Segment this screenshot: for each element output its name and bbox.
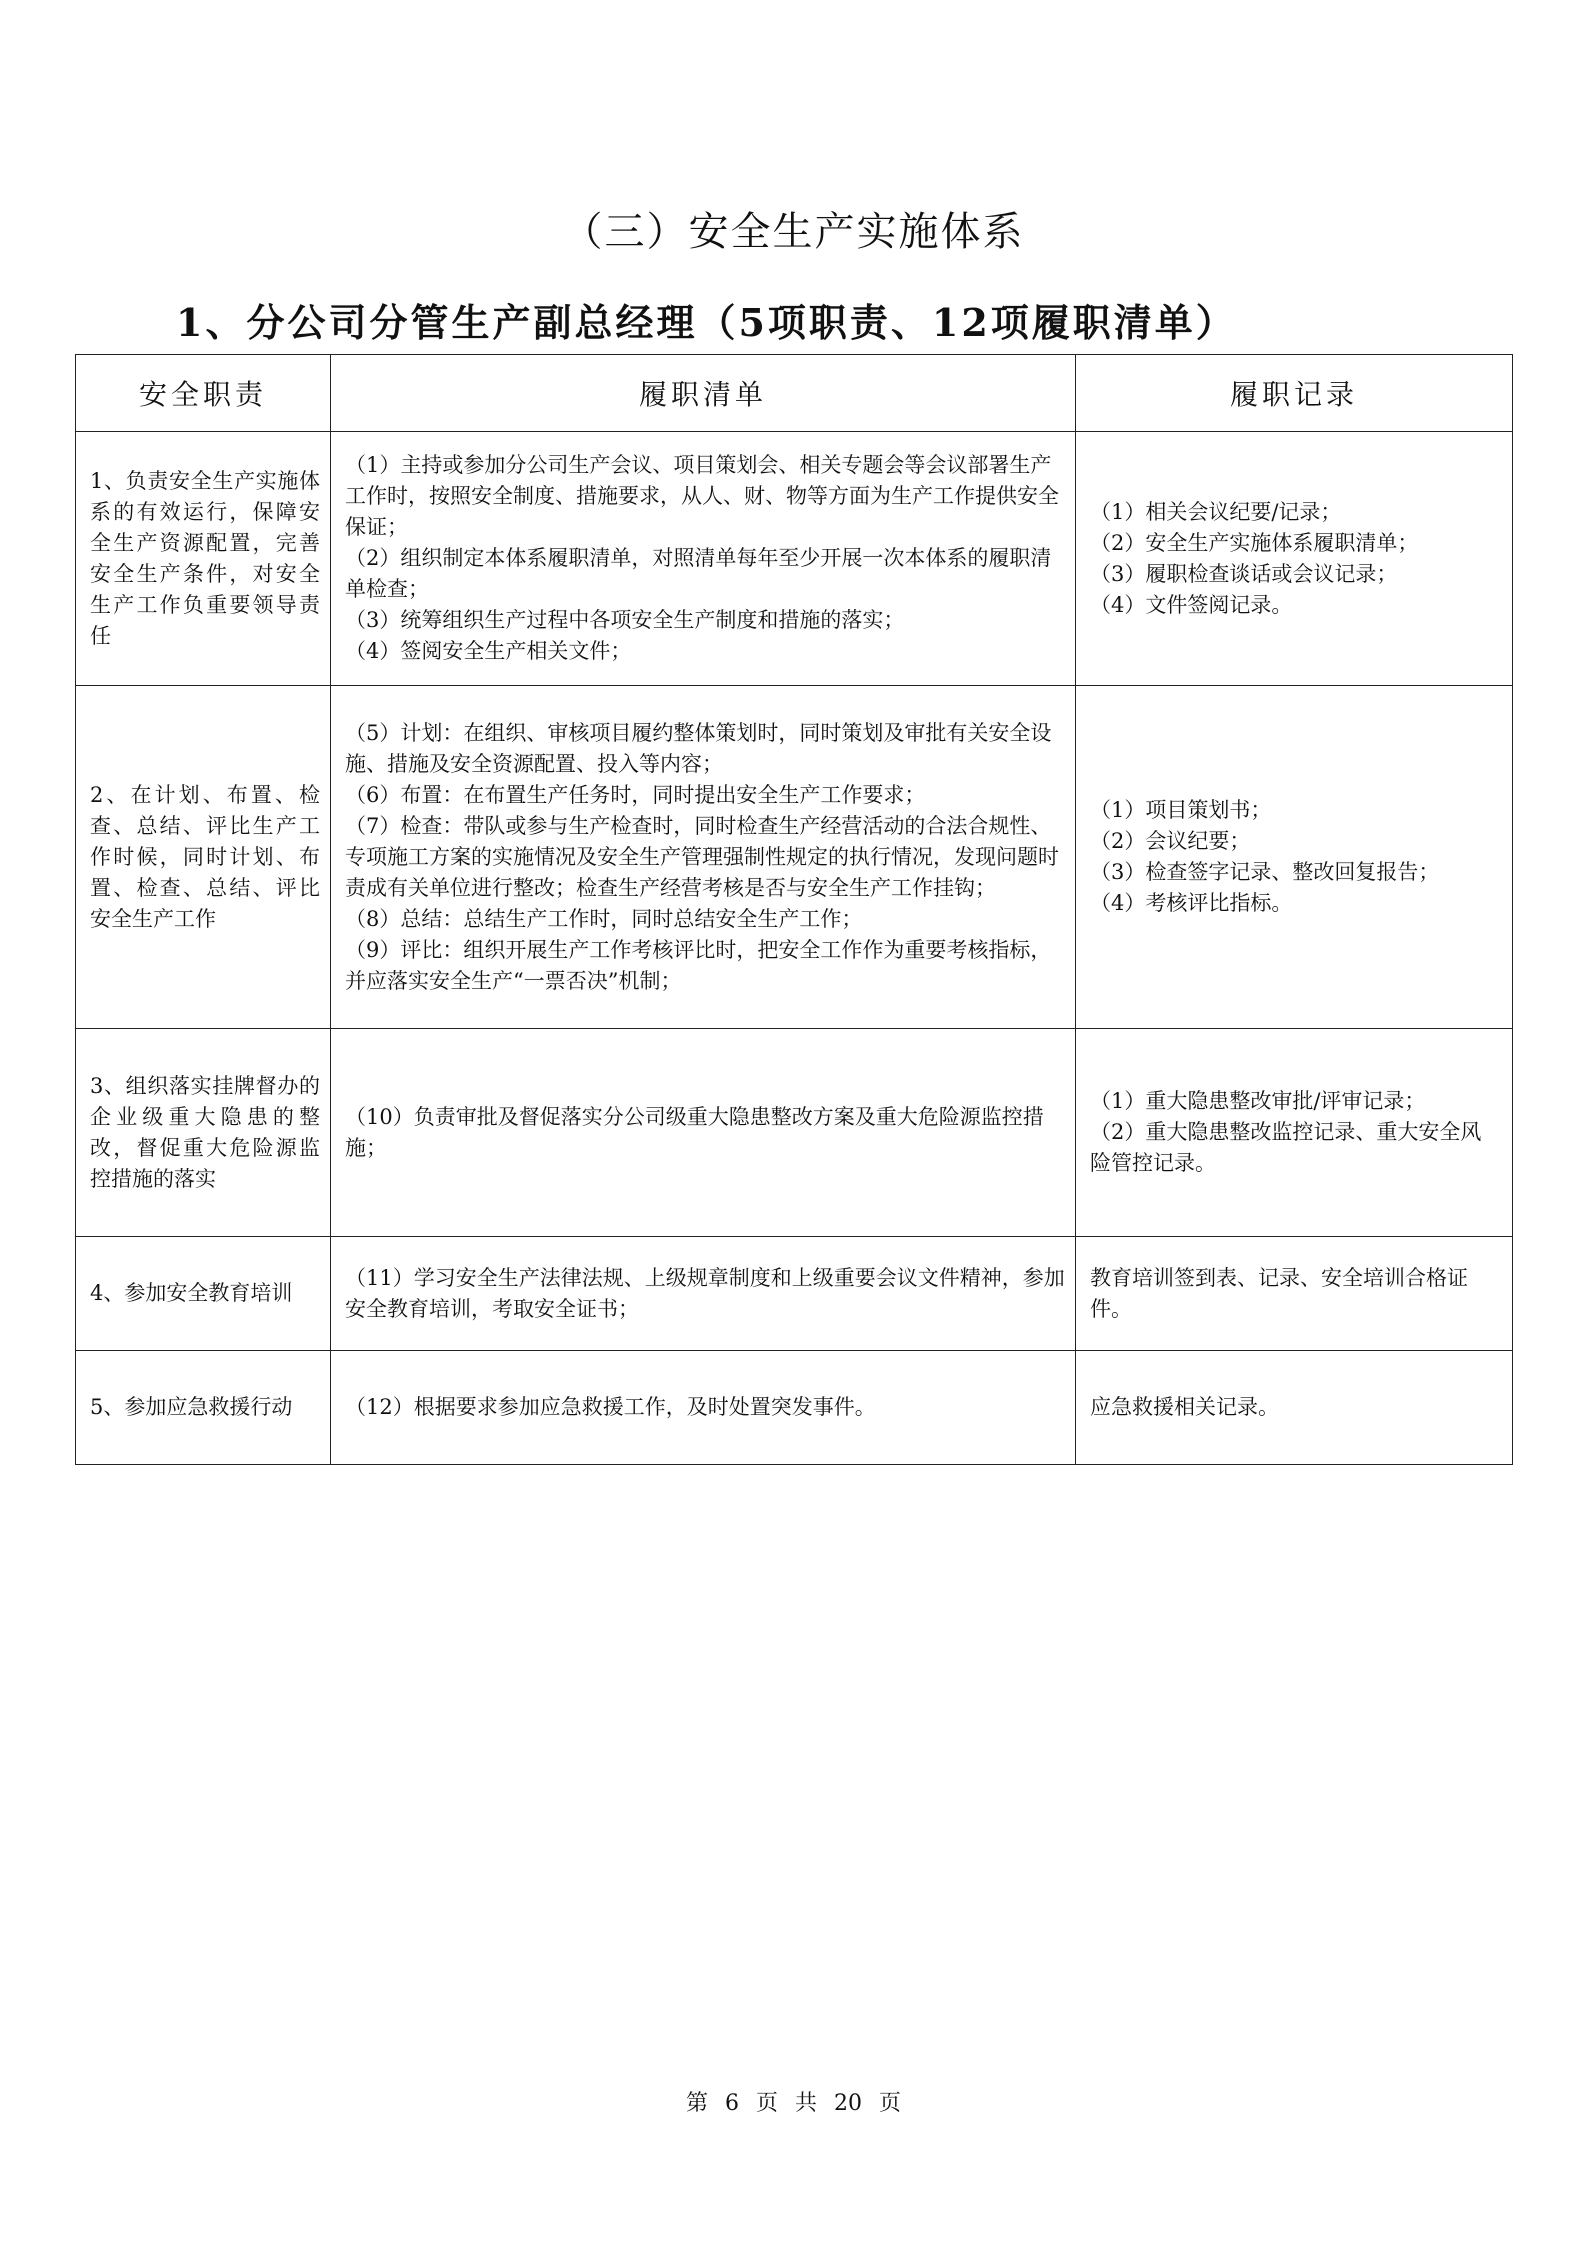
duty-table [75, 354, 1513, 1465]
records-cell [1076, 686, 1513, 1029]
checklist-cell [331, 686, 1076, 1029]
checklist-item: （3）统筹组织生产过程中各项安全生产制度和措施的落实； [345, 608, 905, 632]
header-records: 履职记录 [1076, 355, 1513, 432]
checklist-item: （6）布置：在布置生产任务时，同时提出安全生产工作要求； [345, 782, 926, 807]
checklist-item: （2）组织制定本体系履职清单，对照清单每年至少开展一次本体系的履职清单检查； [345, 546, 1052, 601]
checklist-item: （12）根据要求参加应急救援工作，及时处置突发事件。 [345, 1395, 876, 1419]
checklist-item: （1）主持或参加分公司生产会议、项目策划会、相关专题会等会议部署生产工作时，按照安全制度、措施要求，从人、财、物等方面为生产工作提供安全保证； [345, 453, 1059, 539]
table-row [76, 432, 1513, 686]
record-item: （2）安全生产实施体系履职清单； [1090, 530, 1419, 555]
section-title: （三）安全生产实施体系 [562, 209, 1025, 255]
checklist-item: （9）评比：组织开展生产工作考核评比时，把安全工作作为重要考核指标，并应落实安全生产“一票否决”机制； [345, 937, 1052, 993]
checklist-item: （8）总结：总结生产工作时，同时总结安全生产工作； [345, 906, 863, 931]
header-responsibility: 安全职责 [76, 355, 331, 432]
checklist-item: （10）负责审批及督促落实分公司级重大隐患整改方案及重大危险源监控措施； [345, 1104, 1044, 1160]
responsibility-cell: 2、在计划、布置、检查、总结、评比生产工作时候，同时计划、布置、检查、总结、评比安全生产工作 [76, 686, 331, 1029]
checklist-item: （7）检查：带队或参与生产检查时，同时检查生产经营活动的合法合规性、专项施工方案的实施情况及安全生产管理强制性规定的执行情况，发现问题时责成有关单位进行整改；检查生产经营考核是否与安全生产工作挂钩； [345, 813, 1059, 900]
checklist-cell [331, 1029, 1076, 1237]
record-item: （3）履职检查谈话或会议记录； [1090, 561, 1398, 586]
page-footer: 第 6 页 共 20 页 [686, 2091, 901, 2116]
record-item: （3）检查签字记录、整改回复报告； [1090, 860, 1440, 884]
checklist-cell [331, 1237, 1076, 1351]
sub-title: 1、分公司分管生产副总经理（5项职责、12项履职清单） [176, 300, 1237, 345]
checklist-item: （4）签阅安全生产相关文件； [345, 639, 632, 663]
table-header-row [76, 355, 1513, 432]
table-row [76, 1029, 1513, 1237]
record-item: 教育培训签到表、记录、安全培训合格证件。 [1090, 1265, 1468, 1321]
record-item: （1）重大隐患整改审批/评审记录； [1090, 1089, 1426, 1113]
checklist-cell [331, 1351, 1076, 1465]
responsibility-cell: 3、组织落实挂牌督办的企业级重大隐患的整改，督促重大危险源监控措施的落实 [76, 1029, 331, 1237]
responsibility-cell: 4、参加安全教育培训 [76, 1237, 331, 1351]
checklist-item: （5）计划：在组织、审核项目履约整体策划时，同时策划及审批有关安全设施、措施及安全资源配置、投入等内容； [345, 720, 1052, 776]
record-item: 应急救援相关记录。 [1090, 1395, 1279, 1419]
header-checklist: 履职清单 [331, 355, 1076, 432]
responsibility-cell: 5、参加应急救援行动 [76, 1351, 331, 1465]
table-row [76, 1237, 1513, 1351]
records-cell [1076, 432, 1513, 686]
responsibility-cell: 1、负责安全生产实施体系的有效运行，保障安全生产资源配置，完善安全生产条件，对安全生产工作负重要领导责任 [76, 432, 331, 686]
records-cell [1076, 1351, 1513, 1465]
checklist-item: （11）学习安全生产法律法规、上级规章制度和上级重要会议文件精神，参加安全教育培训，考取安全证书； [345, 1265, 1065, 1321]
record-item: （1）相关会议纪要/记录； [1090, 499, 1342, 524]
record-item: （1）项目策划书； [1090, 798, 1272, 822]
record-item: （2）重大隐患整改监控记录、重大安全风险管控记录。 [1090, 1120, 1482, 1175]
table-row [76, 686, 1513, 1029]
records-cell [1076, 1029, 1513, 1237]
table-row [76, 1351, 1513, 1465]
record-item: （2）会议纪要； [1090, 829, 1251, 853]
record-item: （4）文件签阅记录。 [1090, 592, 1293, 617]
records-cell [1076, 1237, 1513, 1351]
checklist-cell [331, 432, 1076, 686]
record-item: （4）考核评比指标。 [1090, 891, 1293, 915]
